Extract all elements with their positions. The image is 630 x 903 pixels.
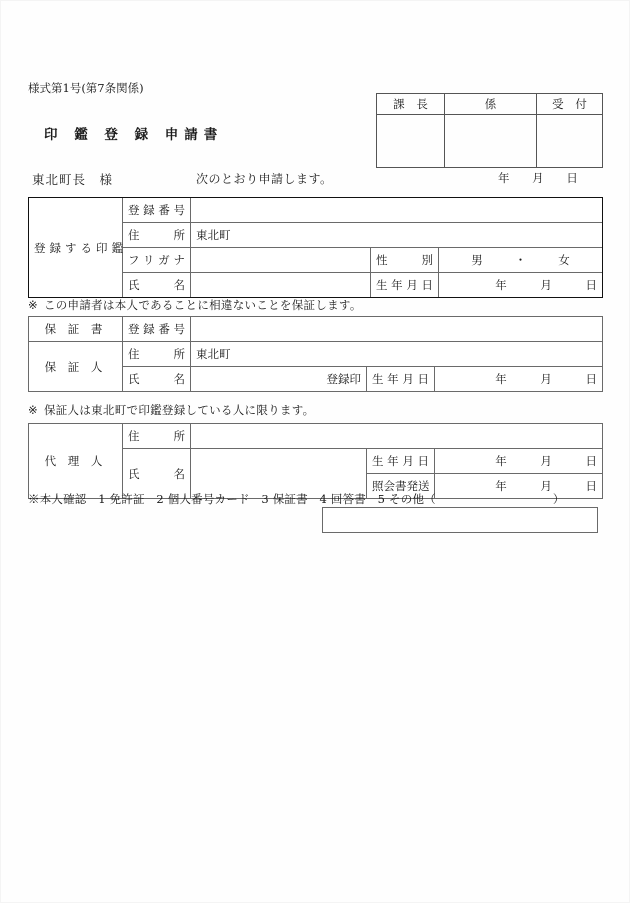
registered-seal-note: 登録印	[326, 372, 361, 386]
guarantor-registration-number-field[interactable]	[191, 317, 603, 342]
inquiry-dispatch-label: 照会書発送	[367, 474, 435, 499]
identity-verification-memo-box[interactable]	[322, 507, 598, 533]
proxy-birthdate-field[interactable]	[435, 449, 603, 474]
identity-verification-note: ※本人確認 1 免許証 2 個人番号カード 3 保証書 4 回答書 5 その他（ ）	[28, 492, 565, 506]
birth-year-label: 年	[495, 278, 507, 292]
gender-option-male[interactable]: 男	[471, 253, 483, 267]
guarantor-birth-day-label: 日	[585, 372, 598, 386]
guarantor-address-label: 住 所	[123, 342, 191, 367]
guarantor-registration-number-label: 登録番号	[123, 317, 191, 342]
guarantor-name-field[interactable]	[191, 367, 367, 392]
application-statement: 次のとおり申請します。	[196, 172, 333, 186]
gender-separator: ・	[514, 253, 527, 267]
seal-impression-cell[interactable]: 登録する印鑑	[29, 198, 123, 298]
guarantor-restriction-note	[28, 402, 314, 418]
approval-stamp-cell-section-chief[interactable]	[377, 115, 445, 168]
proxy-birth-day-label: 日	[585, 454, 598, 468]
registration-number-label: 登録番号	[123, 198, 191, 223]
furigana-field[interactable]	[191, 248, 371, 273]
inquiry-month-label: 月	[540, 479, 552, 493]
addressee: 東北町長 様	[32, 172, 114, 187]
table-row-guarantee-certificate	[29, 317, 603, 342]
guarantee-certificate-label: 保 証 書	[29, 317, 123, 342]
guarantee-note-text: この申請者は本人であることに相違ないことを保証します。	[43, 298, 362, 312]
guarantee-note	[28, 297, 362, 313]
guarantor-address-field[interactable]: 東北町	[191, 342, 603, 367]
guarantor-table	[28, 316, 603, 392]
form-code: 様式第1号(第7条関係)	[28, 81, 144, 95]
birth-month-label: 月	[540, 278, 552, 292]
table-row-registration-number	[29, 198, 603, 223]
table-row-proxy-address	[29, 424, 603, 449]
approval-header-reception: 受 付	[537, 94, 603, 115]
proxy-birthdate-label: 生年月日	[367, 449, 435, 474]
guarantor-birth-month-label: 月	[540, 372, 552, 386]
proxy-address-field[interactable]	[191, 424, 603, 449]
proxy-birth-year-label: 年	[495, 454, 507, 468]
approval-stamp-cell-reception[interactable]	[537, 115, 603, 168]
approval-stamp-cell-section[interactable]	[445, 115, 537, 168]
application-date-line	[498, 170, 578, 186]
registration-number-field[interactable]	[191, 198, 603, 223]
guarantor-label: 保 証 人	[29, 342, 123, 392]
approval-header-section-chief: 課 長	[377, 94, 445, 115]
approval-stamp-row	[377, 115, 603, 168]
address-field[interactable]: 東北町	[191, 223, 603, 248]
guarantor-restriction-note-text: 保証人は東北町で印鑑登録している人に限ります。	[43, 403, 315, 417]
birthdate-field[interactable]	[439, 273, 603, 298]
proxy-label: 代 理 人	[29, 424, 123, 499]
gender-label: 性 別	[371, 248, 439, 273]
note-marker-icon: ※	[28, 298, 38, 312]
furigana-label: フリガナ	[123, 248, 191, 273]
address-label: 住 所	[123, 223, 191, 248]
gender-option-female[interactable]: 女	[558, 253, 570, 267]
proxy-name-label: 氏 名	[123, 449, 191, 499]
inquiry-year-label: 年	[495, 479, 507, 493]
name-field[interactable]	[191, 273, 371, 298]
proxy-table	[28, 423, 603, 499]
guarantor-birthdate-label: 生年月日	[367, 367, 435, 392]
gender-options[interactable]	[439, 248, 603, 273]
proxy-birth-month-label: 月	[540, 454, 552, 468]
approval-stamp-box	[376, 93, 603, 168]
page-title: 印 鑑 登 録 申請書	[44, 127, 224, 143]
registrant-table	[28, 197, 603, 298]
approval-header-row	[377, 94, 603, 115]
guarantor-birth-year-label: 年	[495, 372, 507, 386]
proxy-address-label: 住 所	[123, 424, 191, 449]
birth-day-label: 日	[585, 278, 598, 292]
inquiry-day-label: 日	[585, 479, 598, 493]
date-month-label: 月	[532, 171, 544, 185]
approval-header-section: 係	[445, 94, 537, 115]
date-day-label: 日	[566, 171, 578, 185]
guarantor-name-label: 氏 名	[123, 367, 191, 392]
note-marker-icon: ※	[28, 403, 38, 417]
name-label: 氏 名	[123, 273, 191, 298]
date-year-label: 年	[498, 171, 510, 185]
table-row-guarantor-address	[29, 342, 603, 367]
birthdate-label: 生年月日	[371, 273, 439, 298]
guarantor-birthdate-field[interactable]	[435, 367, 603, 392]
